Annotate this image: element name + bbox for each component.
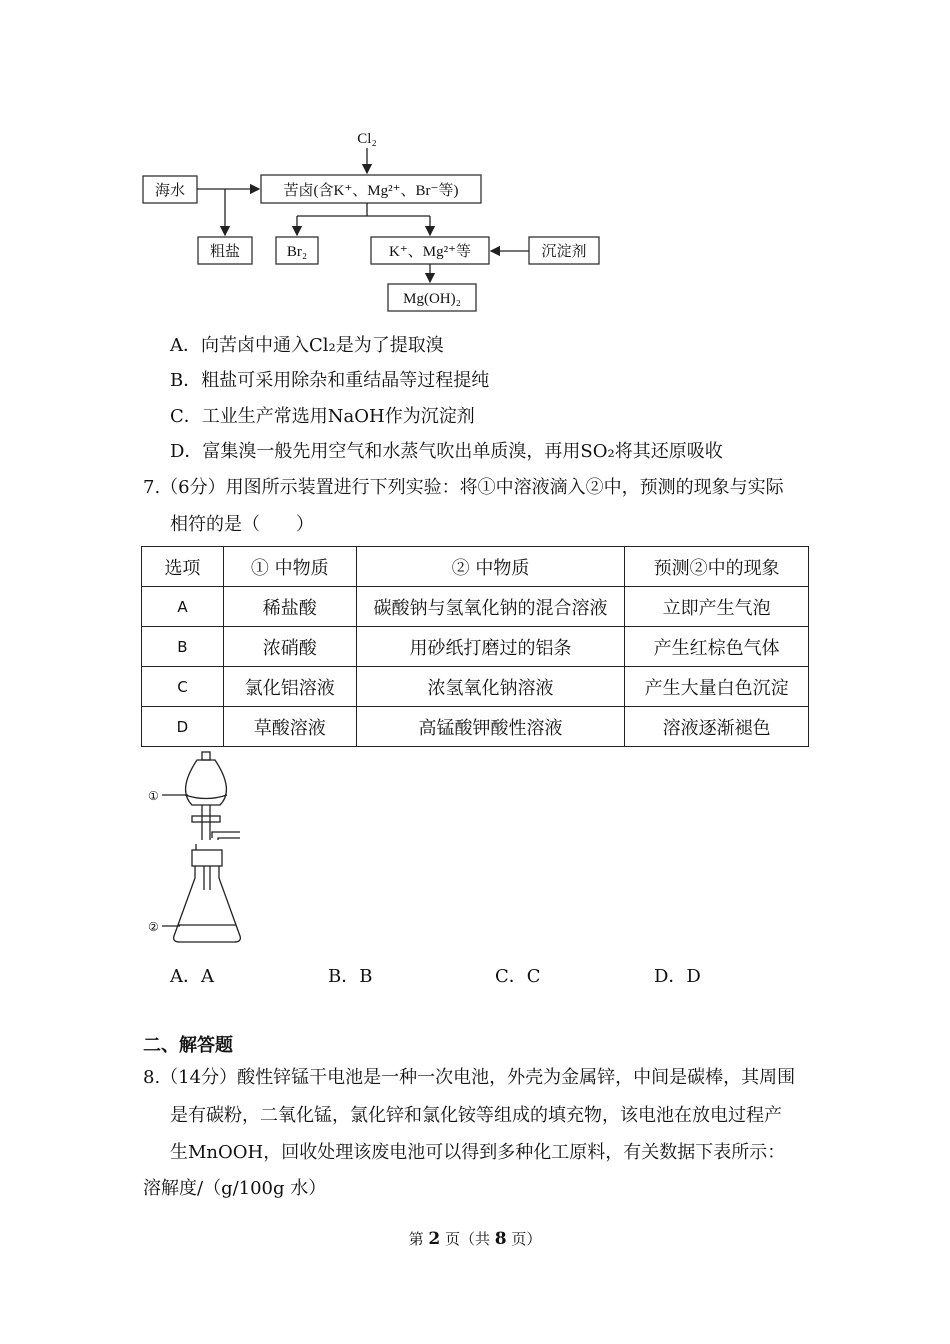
row-substance2: 用砂纸打磨过的铝条	[356, 627, 625, 667]
row-option: C	[142, 667, 224, 707]
row-option: B	[142, 627, 224, 667]
row-phenomenon: 产生大量白色沉淀	[625, 667, 809, 707]
page-footer	[0, 1228, 950, 1249]
row-substance2: 碳酸钠与氢氧化钠的混合溶液	[356, 587, 625, 627]
q6-option-d: D．富集溴一般先用空气和水蒸气吹出单质溴，再用SO₂将其还原吸收	[170, 441, 723, 462]
crude-salt-label: 粗盐	[209, 244, 241, 260]
seawater-label: 海水	[154, 183, 186, 199]
section-heading: 二、解答题	[143, 1035, 233, 1056]
q7-choice-c: C．C	[495, 966, 541, 987]
q8-line4: 溶解度/（g/100g 水）	[143, 1178, 327, 1199]
k-mg-label: K⁺、Mg²⁺等	[388, 244, 472, 260]
header-cell: 预测②中的现象	[625, 547, 809, 587]
header-cell: ② 中物质	[356, 547, 625, 587]
table-row	[142, 667, 809, 707]
row-substance2: 高锰酸钾酸性溶液	[356, 707, 625, 747]
footer-suffix: 页）	[506, 1230, 542, 1248]
label-1: ①	[148, 789, 159, 803]
apparatus-illustration	[140, 750, 250, 950]
flowchart	[0, 0, 950, 330]
bittern-label: 苦卤(含K⁺、Mg²⁺、Br⁻等)	[283, 183, 459, 199]
br2-label: Br₂	[286, 244, 308, 260]
q7-choice-d: D．D	[654, 966, 701, 987]
row-option: D	[142, 707, 224, 747]
cl2-label: Cl₂	[357, 131, 377, 147]
q8-line1: 8.（14分）酸性锌锰干电池是一种一次电池，外壳为金属锌，中间是碳棒，其周围	[143, 1067, 796, 1088]
q8-line3: 生MnOOH，回收处理该废电池可以得到多种化工原料，有关数据下表所示：	[170, 1142, 786, 1163]
label-2: ②	[148, 920, 159, 934]
q6-option-c: C．工业生产常选用NaOH作为沉淀剂	[170, 406, 475, 427]
row-option: A	[142, 587, 224, 627]
q7-choice-b: B．B	[328, 966, 373, 987]
precipitant-label: 沉淀剂	[541, 244, 587, 260]
row-substance1: 稀盐酸	[223, 587, 356, 627]
footer-mid: 页（共	[440, 1230, 495, 1248]
row-phenomenon: 溶液逐渐褪色	[625, 707, 809, 747]
footer-page-number: 2	[428, 1229, 441, 1249]
q7-stem-line2: 相符的是（ ）	[170, 514, 314, 535]
row-substance1: 草酸溶液	[223, 707, 356, 747]
row-substance2: 浓氢氧化钠溶液	[356, 667, 625, 707]
table-row	[142, 707, 809, 747]
mgoh2-label: Mg(OH)₂	[403, 291, 461, 307]
row-substance1: 氯化铝溶液	[223, 667, 356, 707]
q7-stem-line1: 7.（6分）用图所示装置进行下列实验：将①中溶液滴入②中，预测的现象与实际	[143, 477, 784, 498]
table-header-row	[142, 547, 809, 587]
row-phenomenon: 产生红棕色气体	[625, 627, 809, 667]
q7-choice-a: A．A	[170, 966, 214, 987]
table-row	[142, 627, 809, 667]
footer-prefix: 第	[408, 1230, 429, 1248]
table-row	[142, 587, 809, 627]
row-phenomenon: 立即产生气泡	[625, 587, 809, 627]
q6-option-b: B．粗盐可采用除杂和重结晶等过程提纯	[170, 370, 490, 391]
row-substance1: 浓硝酸	[223, 627, 356, 667]
q7-table	[141, 546, 809, 747]
header-cell: ① 中物质	[223, 547, 356, 587]
header-cell: 选项	[142, 547, 224, 587]
footer-total-pages: 8	[494, 1229, 507, 1249]
q6-option-a: A．向苦卤中通入Cl₂是为了提取溴	[170, 335, 444, 356]
q8-line2: 是有碳粉，二氧化锰，氯化锌和氯化铵等组成的填充物，该电池在放电过程产	[170, 1105, 782, 1126]
